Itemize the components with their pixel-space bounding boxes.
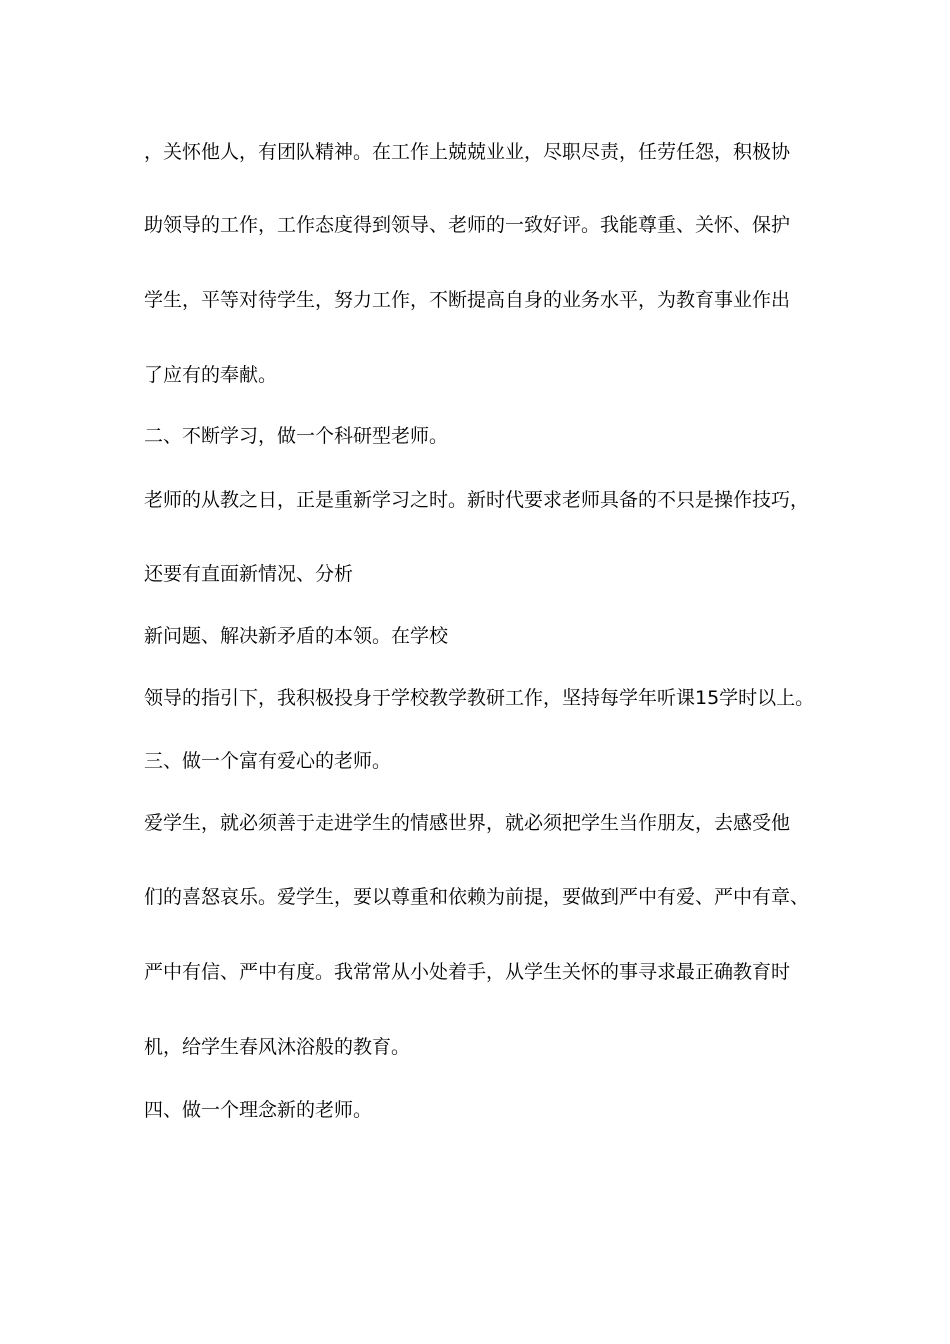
- section-heading-4: 四、做一个理念新的老师。: [144, 1099, 373, 1121]
- paragraph-line-9: 领导的指引下，我积极投身于学校教学教研工作，坚持每学年听课15学时以上。: [144, 687, 815, 709]
- section-heading-2: 二、不断学习，做一个科研型老师。: [144, 425, 449, 447]
- paragraph-line-11: 爱学生，就必须善于走进学生的情感世界，就必须把学生当作朋友，去感受他: [144, 812, 791, 834]
- paragraph-line-13: 严中有信、严中有度。我常常从小处着手，从学生关怀的事寻求最正确教育时: [144, 961, 791, 983]
- paragraph-line-2: 助领导的工作，工作态度得到领导、老师的一致好评。我能尊重、关怀、保护: [144, 214, 791, 236]
- section-heading-3: 三、做一个富有爱心的老师。: [144, 750, 392, 772]
- paragraph-line-4: 了应有的奉献。: [144, 364, 278, 386]
- paragraph-line-1: ，关怀他人，有团队精神。在工作上兢兢业业，尽职尽责，任劳任怨，积极协: [144, 141, 791, 163]
- paragraph-line-7: 还要有直面新情况、分析: [144, 563, 354, 585]
- paragraph-line-3: 学生，平等对待学生，努力工作，不断提高自身的业务水平，为教育事业作出: [144, 289, 791, 311]
- paragraph-line-14: 机，给学生春风沐浴般的教育。: [144, 1036, 411, 1058]
- paragraph-line-6: 老师的从教之日，正是重新学习之时。新时代要求老师具备的不只是操作技巧，: [144, 489, 810, 511]
- paragraph-line-12: 们的喜怒哀乐。爱学生，要以尊重和依赖为前提，要做到严中有爱、严中有章、: [144, 886, 810, 908]
- paragraph-line-8: 新问题、解决新矛盾的本领。在学校: [144, 625, 449, 647]
